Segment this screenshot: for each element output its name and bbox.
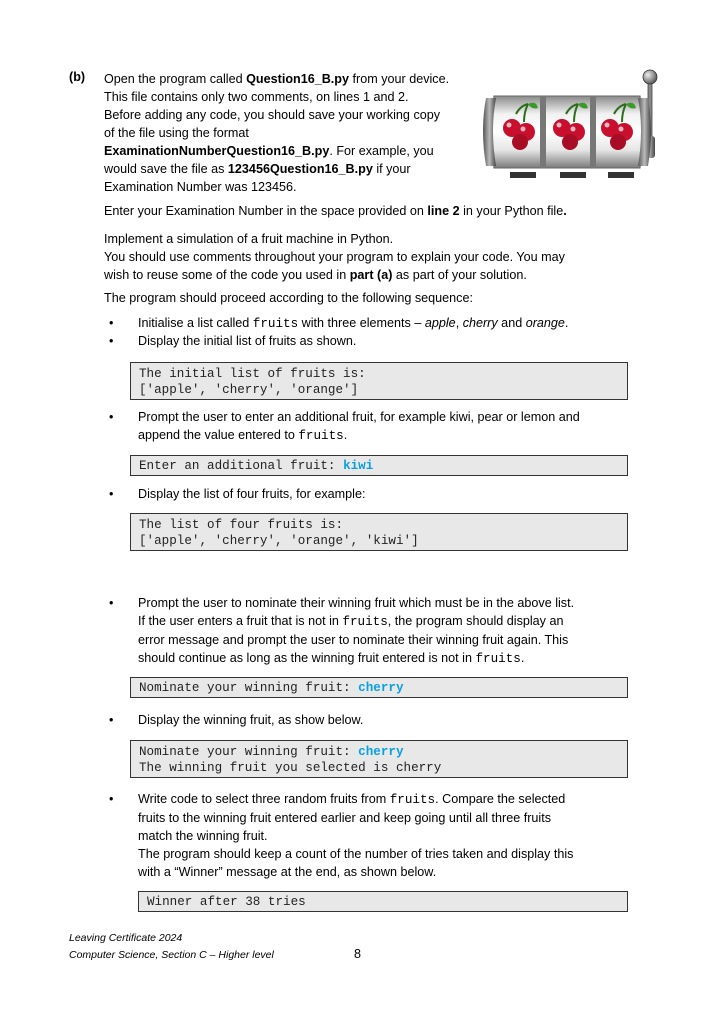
code-text: fruits bbox=[298, 429, 344, 443]
bullet-text: Prompt the user to enter an additional fruit, for example kiwi, pear or lemon and bbox=[138, 410, 580, 424]
bullet-icon: • bbox=[109, 334, 114, 348]
terminal-output: Winner after 38 tries bbox=[138, 891, 628, 912]
footer-exam-title: Leaving Certificate 2024 bbox=[69, 932, 183, 944]
emphasis: part (a) bbox=[349, 268, 393, 282]
bullet-icon: • bbox=[109, 487, 114, 501]
example-filename: 123456Question16_B.py bbox=[227, 162, 373, 176]
filename-format: ExaminationNumberQuestion16_B.py bbox=[104, 144, 330, 158]
terminal-output bbox=[130, 677, 628, 698]
bullet-text: . bbox=[564, 316, 569, 330]
bullet-text: match the winning fruit. bbox=[138, 829, 268, 843]
terminal-output bbox=[130, 455, 628, 476]
filename: Question16_B.py bbox=[246, 72, 350, 86]
intro-text: of the file using the format bbox=[104, 126, 249, 140]
user-input: cherry bbox=[358, 745, 404, 759]
bullet-text: fruits to the winning fruit entered earlier and keep going until all three fruits bbox=[138, 811, 552, 825]
bullet-text: , bbox=[455, 316, 463, 330]
intro-text: if your bbox=[372, 162, 411, 176]
bullet-icon: • bbox=[109, 316, 114, 330]
bullet-text: The program should keep a count of the number of tries taken and display this bbox=[138, 847, 574, 861]
paragraph-text: Implement a simulation of a fruit machine in Python. bbox=[104, 232, 394, 246]
page-number: 8 bbox=[354, 947, 362, 961]
intro-paragraph bbox=[104, 70, 474, 196]
terminal-line: ['apple', 'cherry', 'orange'] bbox=[139, 383, 359, 397]
bullet-icon: • bbox=[109, 792, 114, 806]
bullet-icon: • bbox=[109, 410, 114, 424]
terminal-output bbox=[130, 740, 628, 778]
user-input: cherry bbox=[358, 681, 404, 695]
paragraph-text: wish to reuse some of the code you used in bbox=[104, 268, 350, 282]
bullet-text: Display the initial list of fruits as shown. bbox=[138, 334, 357, 348]
question-label: (b) bbox=[69, 70, 86, 84]
terminal-line: The winning fruit you selected is cherry bbox=[139, 761, 442, 775]
bullet-icon: • bbox=[109, 596, 114, 610]
bullet-text: . bbox=[343, 428, 348, 442]
bullet-text: Display the list of four fruits, for example: bbox=[138, 487, 366, 501]
sequence-paragraph: The program should proceed according to the following sequence: bbox=[104, 291, 473, 305]
bullet-text: If the user enters a fruit that is not in bbox=[138, 614, 343, 628]
terminal-line: Enter an additional fruit: bbox=[139, 459, 344, 473]
fruit-name: apple bbox=[424, 316, 456, 330]
terminal-line: Nominate your winning fruit: bbox=[139, 681, 359, 695]
paragraph-text: You should use comments throughout your program to explain your code. You may bbox=[104, 250, 565, 264]
bullet-text: error message and prompt the user to nominate their winning fruit again. This bbox=[138, 633, 569, 647]
exam-number-paragraph bbox=[104, 202, 634, 220]
bullet-icon: • bbox=[109, 713, 114, 727]
paragraph-text: Enter your Examination Number in the space provided on bbox=[104, 204, 428, 218]
terminal-line: The initial list of fruits is: bbox=[139, 367, 366, 381]
slot-machine-icon bbox=[480, 68, 670, 188]
bullet-text: Write code to select three random fruits from bbox=[138, 792, 390, 806]
emphasis: . bbox=[563, 204, 567, 218]
paragraph-text: in your Python file bbox=[459, 204, 564, 218]
code-text: fruits bbox=[252, 317, 299, 331]
bullet-text: Initialise a list called bbox=[138, 316, 253, 330]
terminal-line: The list of four fruits is: bbox=[139, 518, 344, 532]
paragraph-text: as part of your solution. bbox=[392, 268, 527, 282]
fruit-name: orange bbox=[525, 316, 565, 330]
intro-text: Open the program called bbox=[104, 72, 247, 86]
code-text: fruits bbox=[342, 615, 388, 629]
terminal-output bbox=[130, 362, 628, 400]
terminal-line: Nominate your winning fruit: bbox=[139, 745, 359, 759]
code-text: fruits bbox=[389, 793, 436, 807]
bullet-text: with a “Winner” message at the end, as shown below. bbox=[138, 865, 437, 879]
intro-text: Examination Number was 123456. bbox=[104, 180, 297, 194]
bullet-text: append the value entered to bbox=[138, 428, 299, 442]
emphasis: line 2 bbox=[427, 204, 460, 218]
bullet-text: should continue as long as the winning fruit entered is not in bbox=[138, 651, 476, 665]
terminal-line: ['apple', 'cherry', 'orange', 'kiwi'] bbox=[139, 534, 419, 548]
intro-text: . For example, you bbox=[329, 144, 434, 158]
bullet-text: . Compare the selected bbox=[435, 792, 566, 806]
intro-text: would save the file as bbox=[104, 162, 228, 176]
intro-text: Before adding any code, you should save your working copy bbox=[104, 108, 441, 122]
code-text: fruits bbox=[475, 652, 521, 666]
footer-section: Computer Science, Section C – Higher level bbox=[69, 949, 274, 961]
terminal-output bbox=[130, 513, 628, 551]
user-input: kiwi bbox=[343, 459, 374, 473]
intro-text: This file contains only two comments, on lines 1 and 2. bbox=[104, 90, 409, 104]
bullet-text: Display the winning fruit, as show below. bbox=[138, 713, 364, 727]
fruit-name: cherry bbox=[462, 316, 498, 330]
intro-text: from your device. bbox=[349, 72, 450, 86]
bullet-text: , the program should display an bbox=[387, 614, 564, 628]
bullet-text: and bbox=[497, 316, 526, 330]
bullet-text: with three elements – bbox=[298, 316, 425, 330]
bullet-text: Prompt the user to nominate their winning fruit which must be in the above list. bbox=[138, 596, 575, 610]
implement-paragraph bbox=[104, 230, 634, 284]
bullet-text: . bbox=[520, 651, 525, 665]
